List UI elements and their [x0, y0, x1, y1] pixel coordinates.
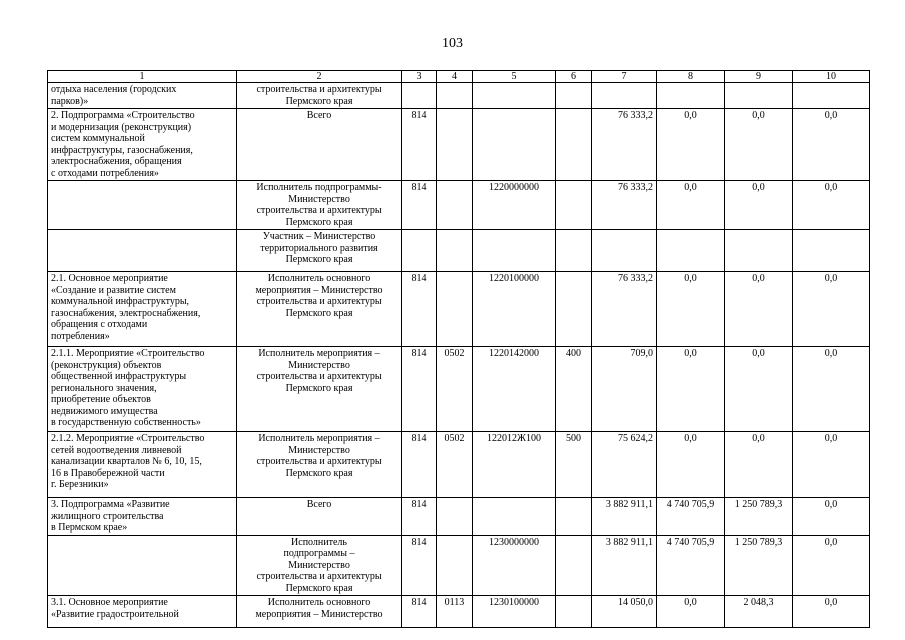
table-cell-col-2: Исполнитель основного мероприятия – Министерство строительства и архитектуры Пермского края — [237, 272, 402, 347]
table-cell-col-10: 0,0 — [793, 181, 870, 230]
table-cell-col-4 — [437, 498, 473, 536]
table-cell-col-6: 500 — [556, 432, 592, 498]
table-cell-col-7 — [592, 230, 657, 272]
table-cell-col-4: 0113 — [437, 596, 473, 628]
column-header: 7 — [592, 71, 657, 83]
table-cell-col-8: 4 740 705,9 — [657, 498, 725, 536]
table-cell-col-2: Участник – Министерство территориального развития Пермского края — [237, 230, 402, 272]
table-cell-col-4 — [437, 272, 473, 347]
budget-table — [47, 70, 870, 628]
table-cell-col-5 — [473, 109, 556, 181]
table-cell-col-10: 0,0 — [793, 596, 870, 628]
table-cell-col-6 — [556, 596, 592, 628]
table-cell-col-2: строительства и архитектуры Пермского края — [237, 83, 402, 109]
table-cell-col-9: 1 250 789,3 — [725, 498, 793, 536]
table-cell-col-2: Всего — [237, 498, 402, 536]
table-row — [48, 432, 870, 498]
page-number: 103 — [442, 36, 463, 51]
table-cell-col-1: 2. Подпрограмма «Строительство и модернизация (реконструкция) систем коммунальной инфраструктуры, газоснабжения, электроснабжения, обращения с отходами потребления» — [48, 109, 237, 181]
table-cell-col-3 — [402, 230, 437, 272]
table-cell-col-10: 0,0 — [793, 535, 870, 596]
column-header: 2 — [237, 71, 402, 83]
table-cell-col-1: 2.1.2. Мероприятие «Строительство сетей водоотведения ливневой канализации кварталов № 6, 10, 15, 16 в Правобережной части г. Березники» — [48, 432, 237, 498]
column-number-row — [48, 71, 870, 83]
table-row — [48, 230, 870, 272]
table-cell-col-7: 709,0 — [592, 347, 657, 432]
table-cell-col-1: 2.1. Основное мероприятие «Создание и развитие систем коммунальной инфраструктуры, газоснабжения, электроснабжения, обращения с отходами потребления» — [48, 272, 237, 347]
table-cell-col-3: 814 — [402, 535, 437, 596]
table-cell-col-8: 0,0 — [657, 272, 725, 347]
table-cell-col-1 — [48, 535, 237, 596]
column-header: 1 — [48, 71, 237, 83]
table-cell-col-9: 1 250 789,3 — [725, 535, 793, 596]
table-cell-col-5: 1220100000 — [473, 272, 556, 347]
table-cell-col-9 — [725, 83, 793, 109]
table-cell-col-3 — [402, 83, 437, 109]
table-row — [48, 596, 870, 628]
table-cell-col-7: 76 333,2 — [592, 181, 657, 230]
table-row — [48, 109, 870, 181]
table-cell-col-5: 1220000000 — [473, 181, 556, 230]
table-cell-col-3: 814 — [402, 109, 437, 181]
table-cell-col-6 — [556, 498, 592, 536]
table-cell-col-6 — [556, 181, 592, 230]
table-cell-col-7: 3 882 911,1 — [592, 535, 657, 596]
table-cell-col-8: 0,0 — [657, 347, 725, 432]
table-cell-col-7 — [592, 83, 657, 109]
table-cell-col-4: 0502 — [437, 347, 473, 432]
table-cell-col-9: 0,0 — [725, 432, 793, 498]
column-header: 5 — [473, 71, 556, 83]
table-cell-col-5 — [473, 498, 556, 536]
table-cell-col-5 — [473, 230, 556, 272]
table-cell-col-5: 1230000000 — [473, 535, 556, 596]
table-cell-col-7: 75 624,2 — [592, 432, 657, 498]
table-cell-col-5 — [473, 83, 556, 109]
table-cell-col-1 — [48, 181, 237, 230]
table-row — [48, 83, 870, 109]
column-header: 10 — [793, 71, 870, 83]
table-cell-col-4 — [437, 535, 473, 596]
table-cell-col-7: 76 333,2 — [592, 109, 657, 181]
table-cell-col-6 — [556, 535, 592, 596]
table-cell-col-9 — [725, 230, 793, 272]
table-cell-col-1: 2.1.1. Мероприятие «Строительство (реконструкция) объектов общественной инфраструктуры регионального значения, приобретение объектов недвижимого имущества в государственную собственность» — [48, 347, 237, 432]
table-cell-col-3: 814 — [402, 347, 437, 432]
table-cell-col-9: 0,0 — [725, 347, 793, 432]
table-cell-col-2: Исполнитель основного мероприятия – Министерство — [237, 596, 402, 628]
table-cell-col-6 — [556, 230, 592, 272]
table-row — [48, 347, 870, 432]
column-header: 9 — [725, 71, 793, 83]
table-cell-col-3: 814 — [402, 498, 437, 536]
table-cell-col-5: 122012Ж100 — [473, 432, 556, 498]
column-header: 6 — [556, 71, 592, 83]
table-cell-col-10: 0,0 — [793, 272, 870, 347]
table-cell-col-9: 2 048,3 — [725, 596, 793, 628]
table-cell-col-9: 0,0 — [725, 109, 793, 181]
table-row — [48, 535, 870, 596]
table-cell-col-4: 0502 — [437, 432, 473, 498]
table-cell-col-1: 3. Подпрограмма «Развитие жилищного строительства в Пермском крае» — [48, 498, 237, 536]
table-row — [48, 181, 870, 230]
table-cell-col-3: 814 — [402, 272, 437, 347]
table-cell-col-7: 3 882 911,1 — [592, 498, 657, 536]
table-cell-col-4 — [437, 181, 473, 230]
table-cell-col-8: 4 740 705,9 — [657, 535, 725, 596]
table-cell-col-10: 0,0 — [793, 498, 870, 536]
table-cell-col-6 — [556, 83, 592, 109]
table-cell-col-1 — [48, 230, 237, 272]
table-cell-col-8: 0,0 — [657, 432, 725, 498]
table-cell-col-8: 0,0 — [657, 181, 725, 230]
table-cell-col-4 — [437, 230, 473, 272]
table-cell-col-6: 400 — [556, 347, 592, 432]
table-cell-col-5: 1230100000 — [473, 596, 556, 628]
table-cell-col-8: 0,0 — [657, 109, 725, 181]
table-cell-col-2: Всего — [237, 109, 402, 181]
column-header: 8 — [657, 71, 725, 83]
table-row — [48, 498, 870, 536]
table-cell-col-6 — [556, 272, 592, 347]
table-cell-col-8: 0,0 — [657, 596, 725, 628]
table-cell-col-9: 0,0 — [725, 181, 793, 230]
table-cell-col-7: 76 333,2 — [592, 272, 657, 347]
table-cell-col-2: Исполнитель мероприятия – Министерство строительства и архитектуры Пермского края — [237, 347, 402, 432]
column-header: 4 — [437, 71, 473, 83]
table-cell-col-1: 3.1. Основное мероприятие «Развитие градостроительной — [48, 596, 237, 628]
table-cell-col-3: 814 — [402, 181, 437, 230]
table-cell-col-10: 0,0 — [793, 109, 870, 181]
table-cell-col-4 — [437, 83, 473, 109]
table-cell-col-3: 814 — [402, 596, 437, 628]
table-cell-col-5: 1220142000 — [473, 347, 556, 432]
table-cell-col-10 — [793, 230, 870, 272]
table-cell-col-10: 0,0 — [793, 432, 870, 498]
table-cell-col-8 — [657, 230, 725, 272]
table-cell-col-1: отдыха населения (городских парков)» — [48, 83, 237, 109]
table-cell-col-3: 814 — [402, 432, 437, 498]
table-cell-col-2: Исполнитель подпрограммы- Министерство строительства и архитектуры Пермского края — [237, 181, 402, 230]
table-cell-col-6 — [556, 109, 592, 181]
table-cell-col-2: Исполнитель мероприятия – Министерство строительства и архитектуры Пермского края — [237, 432, 402, 498]
table-cell-col-7: 14 050,0 — [592, 596, 657, 628]
table-cell-col-10 — [793, 83, 870, 109]
table-cell-col-8 — [657, 83, 725, 109]
column-header: 3 — [402, 71, 437, 83]
table-cell-col-10: 0,0 — [793, 347, 870, 432]
table-cell-col-9: 0,0 — [725, 272, 793, 347]
table-row — [48, 272, 870, 347]
table-cell-col-4 — [437, 109, 473, 181]
table-cell-col-2: Исполнитель подпрограммы – Министерство строительства и архитектуры Пермского края — [237, 535, 402, 596]
